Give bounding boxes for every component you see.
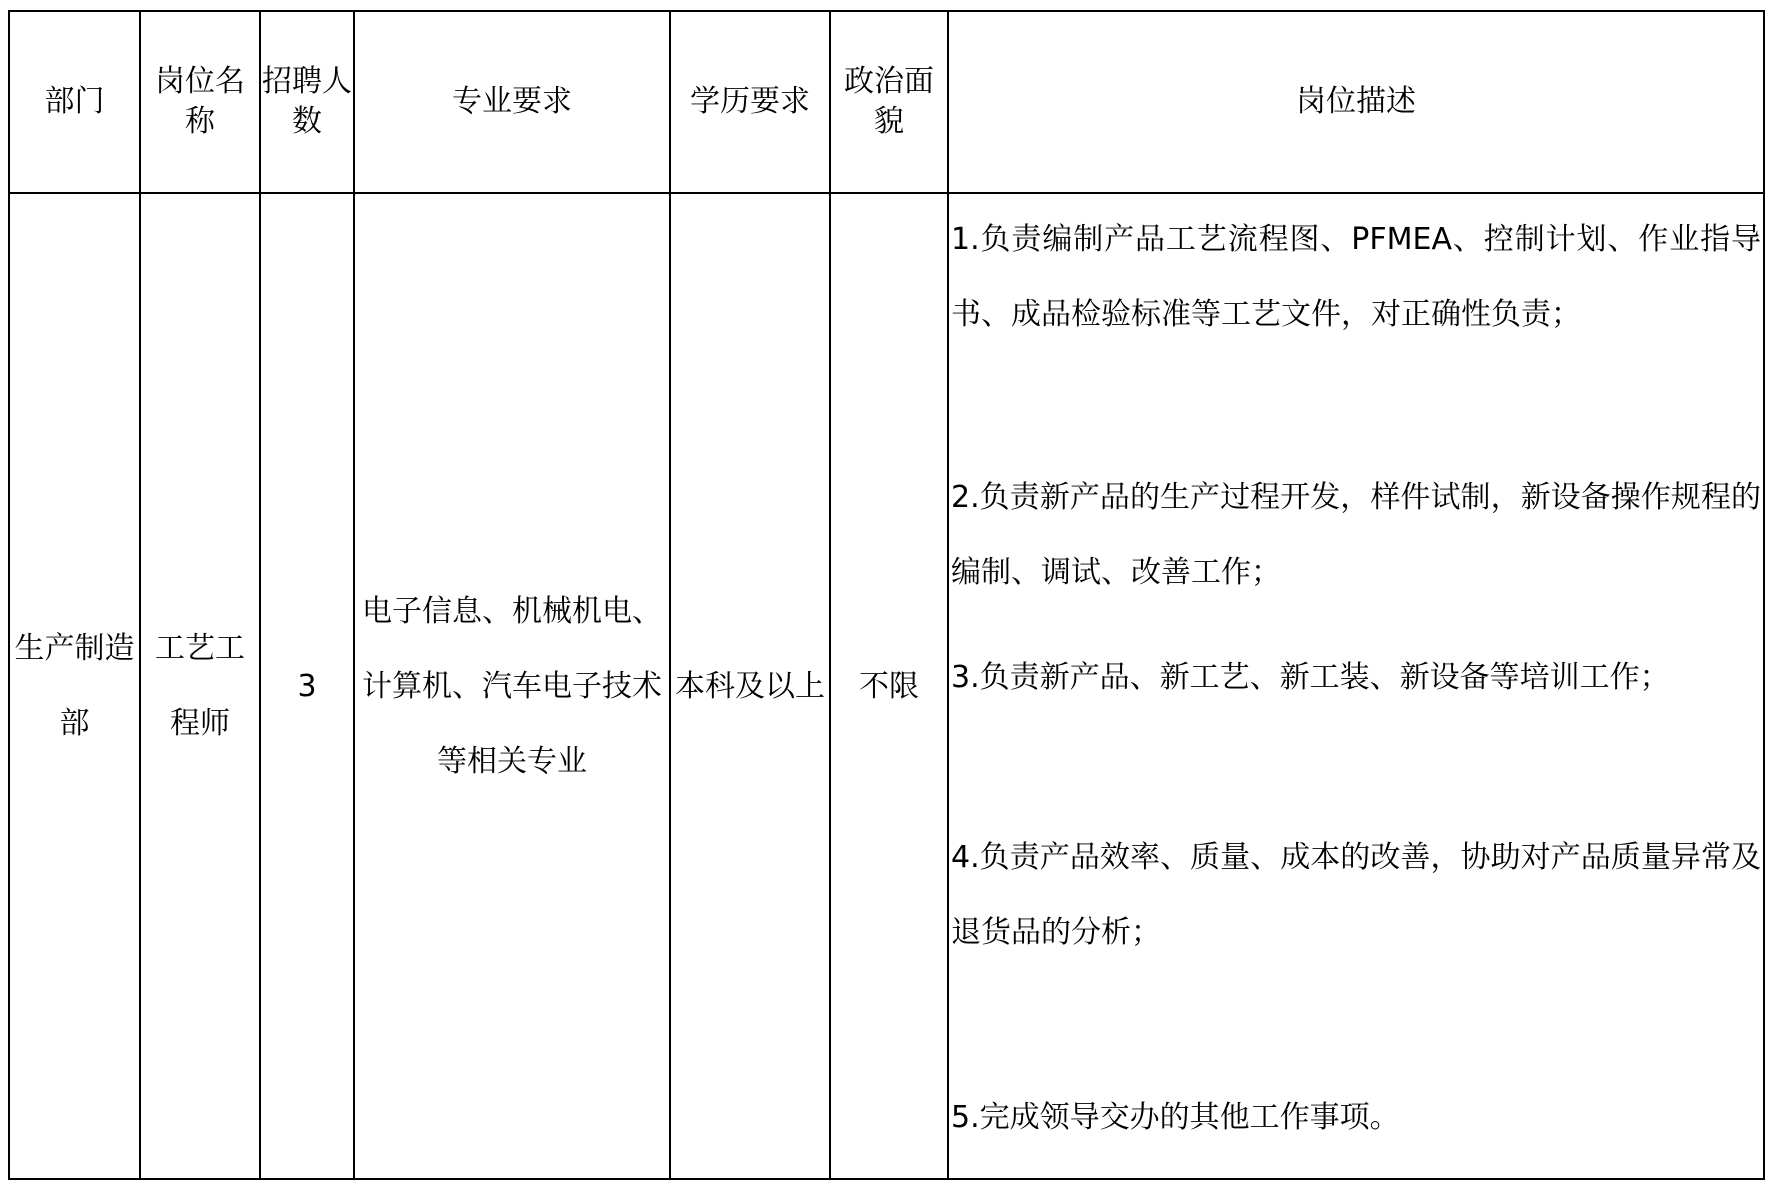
cell-department: 生产制造部: [9, 193, 140, 1179]
recruitment-table: [8, 10, 1765, 1180]
table-row: [9, 193, 1764, 1179]
header-education: 学历要求: [670, 11, 830, 193]
header-political-status: 政治面貌: [830, 11, 948, 193]
table-header-row: [9, 11, 1764, 193]
header-headcount: 招聘人数: [260, 11, 354, 193]
duty-item: 3.负责新产品、新工艺、新工装、新设备等培训工作；: [951, 660, 1670, 695]
cell-political-status: 不限: [830, 193, 948, 1179]
duty-list: [951, 194, 1761, 1158]
cell-major: 电子信息、机械机电、计算机、汽车电子技术等相关专业: [354, 193, 670, 1179]
cell-position: 工艺工程师: [140, 193, 260, 1179]
duty-item: 1.负责编制产品工艺流程图、PFMEA、控制计划、作业指导书、成品检验标准等工艺文件，对正确性负责；: [951, 222, 1761, 332]
duty-item: 5.完成领导交办的其他工作事项。: [951, 1100, 1400, 1135]
header-position: 岗位名称: [140, 11, 260, 193]
cell-headcount: 3: [260, 193, 354, 1179]
duty-item: 4.负责产品效率、质量、成本的改善，协助对产品质量异常及退货品的分析；: [951, 840, 1761, 950]
header-major: 专业要求: [354, 11, 670, 193]
duty-item: 2.负责新产品的生产过程开发，样件试制，新设备操作规程的编制、调试、改善工作；: [951, 480, 1761, 590]
cell-description: [948, 193, 1764, 1179]
header-description: 岗位描述: [948, 11, 1764, 193]
cell-education: 本科及以上: [670, 193, 830, 1179]
header-department: 部门: [9, 11, 140, 193]
